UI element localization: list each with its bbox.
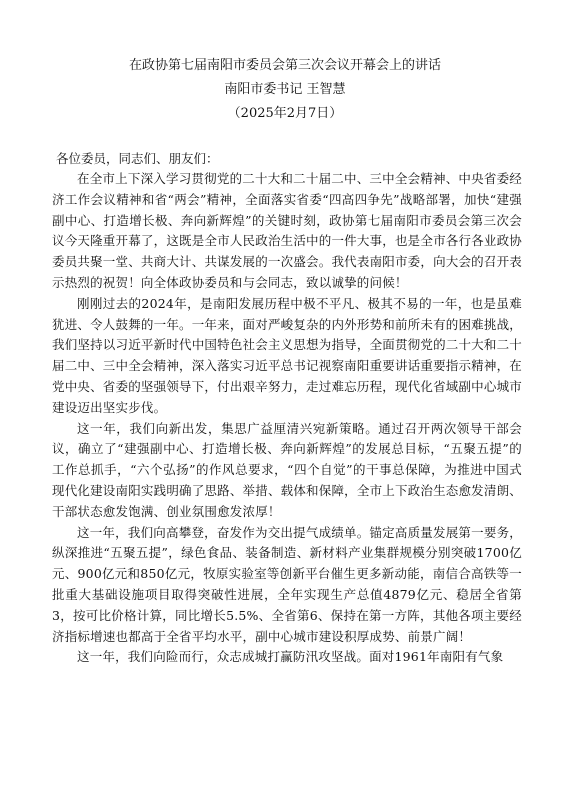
paragraph-2: 刚刚过去的2024年，是南阳发展历程中极不平凡、极其不易的一年，也是虽难犹进、令人鼓舞的一年。一年来，面对严峻复杂的内外形势和前所未有的困难挑战，我们坚持以习近平新时代中国特色社会主义思想为指导，全面贯彻党的二十大和二十届二中、三中全会精神，深入落实习近平总书记视察南阳重要讲话重要指示精神，在党中央、省委的坚强领导下，付出艰辛努力，走过难忘历程，现代化省域副中心城市建设迈出坚实步伐。 [52, 295, 522, 415]
paragraph-5: 这一年，我们向险而行，众志成城打赢防汛攻坚战。面对1961年南阳有气象 [77, 649, 504, 665]
speech-title: 在政协第七届南阳市委员会第三次会议开幕会上的讲话 [128, 58, 441, 73]
salutation: 各位委员，同志们、朋友们： [56, 151, 219, 166]
paragraph-1: 在全市上下深入学习贯彻党的二十大和二十届二中、三中全会精神、中央省委经济工作会议精神和省“两会”精神，全面落实省委“四高四争先”战略部署，加快“建强副中心、打造增长极、奔向新辉煌”的关键时刻，政协第七届南阳市委员会第三次会议今天隆重开幕了，这既是全市人民政治生活中的一件大事，也是全市各行各业政协委员共聚一堂、共商大计、共谋发展的一次盛会。我代表南阳市委，向大会的召开表示热烈的祝贺！向全体政协委员和与会同志，致以诚挚的问候！ [52, 171, 522, 290]
document-header [0, 56, 570, 124]
speech-author: 南阳市委书记 王智慧 [224, 82, 346, 97]
speech-date: （2025年2月7日） [227, 106, 343, 121]
paragraph-3: 这一年，我们向新出发，集思广益厘清兴宛新策略。通过召开两次领导干部会议，确立了“建强副中心、打造增长极、奔向新辉煌”的发展总目标，“五聚五提”的工作总抓手，“六个弘扬”的作风总要求，“四个自觉”的干事总保障，为推进中国式现代化建设南阳实践明确了思路、举措、载体和保障，全市上下政治生态愈发清朗、干部状态愈发饱满、创业氛围愈发浓厚！ [52, 420, 522, 519]
paragraph-4: 这一年，我们向高攀登，奋发作为交出提气成绩单。锚定高质量发展第一要务，纵深推进“五聚五提”，绿色食品、装备制造、新材料产业集群规模分别突破1700亿元、900亿元和850亿元，牧原实验室等创新平台催生更多新动能，南信合高铁等一批重大基础设施项目取得突破性进展，全年实现生产总值4879亿元、稳居全省第3，按可比价格计算，同比增长5.5%、全省第6、保持在第一方阵，其他各项主要经济指标增速也都高于全省平均水平，副中心城市建设积厚成势、前景广阔！ [52, 524, 522, 644]
document-body [52, 149, 522, 668]
